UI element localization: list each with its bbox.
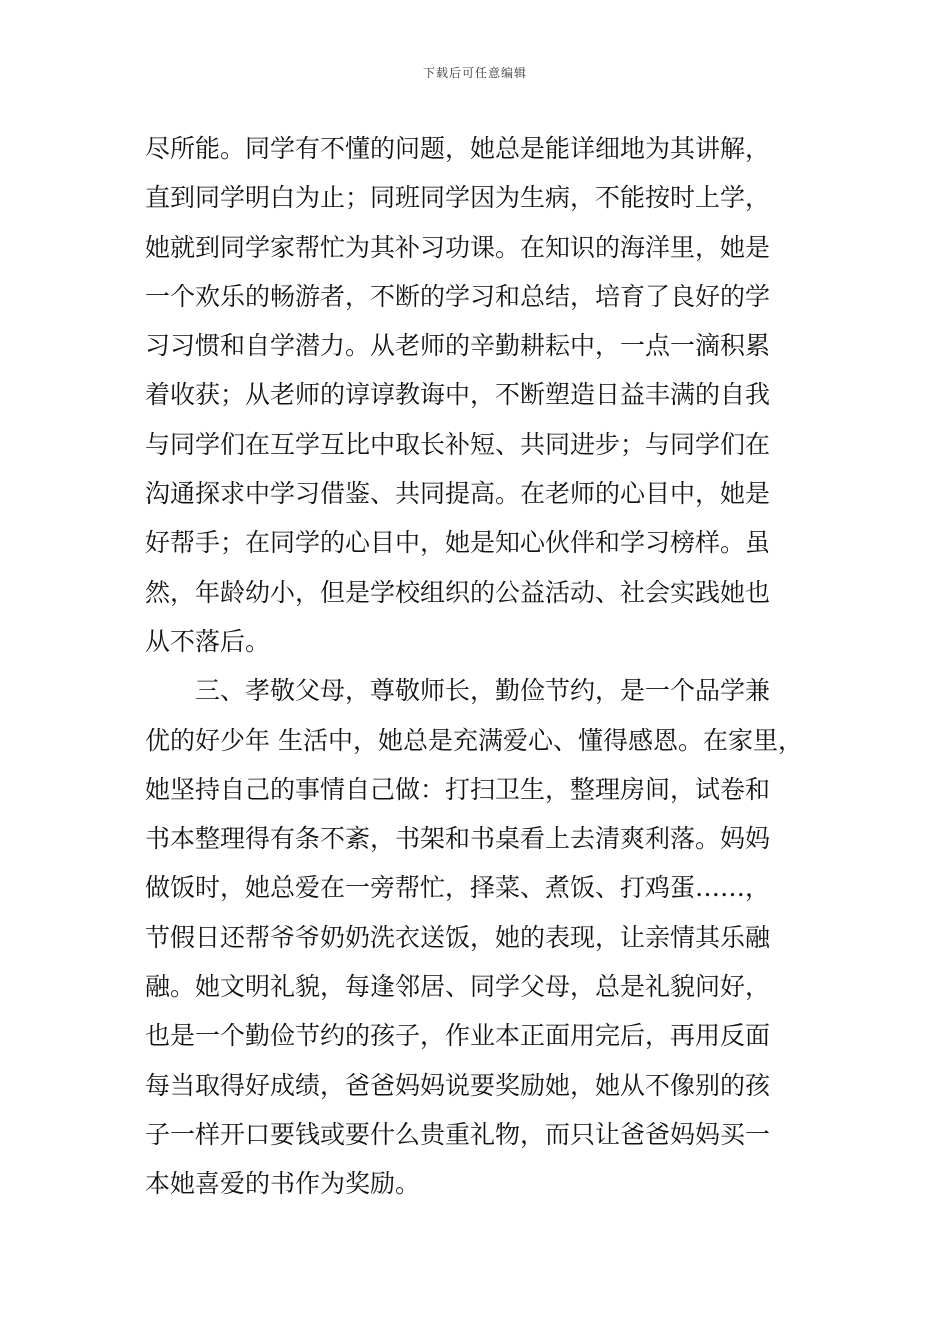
section-heading-line: 三、孝敬父母，尊敬师长，勤俭节约，是一个品学兼 xyxy=(195,676,771,706)
text-line: 好帮手；在同学的心目中，她是知心伙伴和学习榜样。虽 xyxy=(145,528,771,558)
text-line: 与同学们在互学互比中取长补短、共同进步；与同学们在 xyxy=(145,429,771,459)
text-line: 她就到同学家帮忙为其补习功课。在知识的海洋里，她是 xyxy=(145,232,771,262)
text-line: 本她喜爱的书作为奖励。 xyxy=(145,1169,421,1199)
text-line: 然，年龄幼小，但是学校组织的公益活动、社会实践她也 xyxy=(145,577,771,607)
text-line: 融。她文明礼貌，每逢邻居、同学父母，总是礼貌问好， xyxy=(145,972,771,1002)
body-text xyxy=(145,124,835,1209)
text-line: 沟通探求中学习借鉴、共同提高。在老师的心目中，她是 xyxy=(145,479,771,509)
text-line: 她坚持自己的事情自己做：打扫卫生，整理房间，试卷和 xyxy=(145,774,771,804)
text-line: 做饭时，她总爱在一旁帮忙，择菜、煮饭、打鸡蛋……， xyxy=(145,873,771,903)
text-line: 书本整理得有条不紊，书架和书桌看上去清爽利落。妈妈 xyxy=(145,824,771,854)
text-line: 尽所能。同学有不懂的问题，她总是能详细地为其讲解， xyxy=(145,134,771,163)
text-line: 也是一个勤俭节约的孩子，作业本正面用完后，再用反面 xyxy=(145,1021,771,1051)
text-line: 一个欢乐的畅游者，不断的学习和总结，培育了良好的学 xyxy=(145,281,771,311)
text-line: 习习惯和自学潜力。从老师的辛勤耕耘中，一点一滴积累 xyxy=(145,331,771,361)
text-line: 子一样开口要钱或要什么贵重礼物，而只让爸爸妈妈买一 xyxy=(145,1119,771,1149)
text-line: 着收获；从老师的谆谆教诲中，不断塑造日益丰满的自我 xyxy=(145,380,771,410)
text-line: 从不落后。 xyxy=(145,626,271,656)
text-line: 每当取得好成绩，爸爸妈妈说要奖励她，她从不像别的孩 xyxy=(145,1070,771,1100)
text-line: 直到同学明白为止；同班同学因为生病，不能按时上学， xyxy=(145,183,771,213)
text-line: 节假日还帮爷爷奶奶洗衣送饭，她的表现，让亲情其乐融 xyxy=(145,922,771,952)
page-header: 下载后可任意编辑 xyxy=(422,66,527,80)
text-line: 优的好少年 生活中，她总是充满爱心、懂得感恩。在家里， xyxy=(145,725,803,755)
